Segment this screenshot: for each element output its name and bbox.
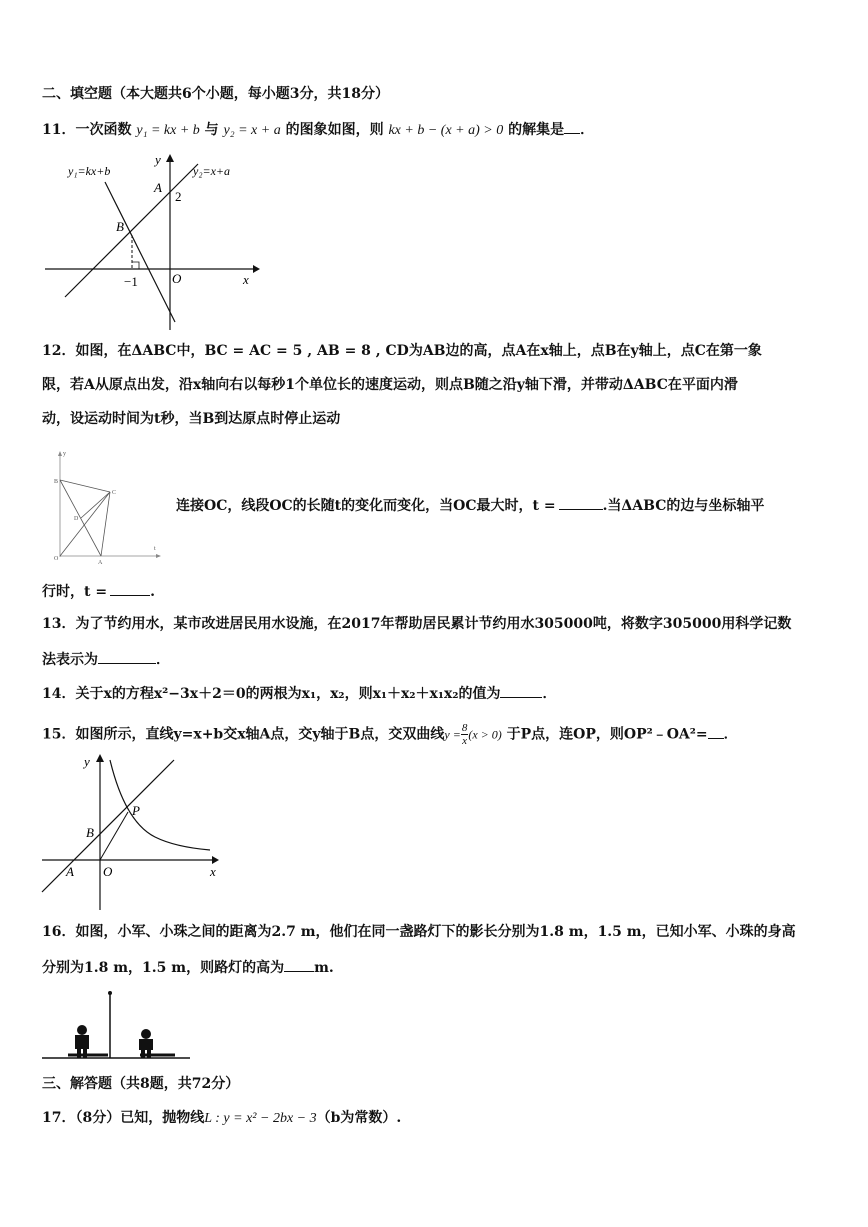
q11-label-A: A [154, 180, 162, 195]
q11-text-c: 的图象如图，则 [285, 122, 384, 138]
q15-label-P: P [132, 803, 140, 818]
q13-line2-a: 法表示为 [42, 652, 98, 668]
question-12-line-4 [176, 494, 764, 516]
question-12-line-5 [42, 580, 155, 602]
q15-figure [40, 752, 230, 912]
q15-text-a: 15．如图所示，直线y=x+b交x轴A点，交y轴于B点，交双曲线 [42, 726, 445, 743]
q11-x-axis-arrow [253, 265, 260, 273]
section-heading-solutions: 三、解答题（共8题，共72分） [42, 1076, 240, 1092]
q15-x-axis-arrow [212, 856, 219, 864]
q17-equation: L : y = x² − 2bx − 3 [204, 1111, 317, 1126]
q12-label-D: D [74, 516, 79, 522]
question-13-line-1: 13．为了节约用水，某市改进居民用水设施，在2017年帮助居民累计节约用水305000吨，将数字305000用科学记数 [42, 616, 792, 632]
q11-label-B: B [116, 219, 124, 234]
question-14-text [42, 682, 556, 704]
q16-person-xiaojun [75, 1025, 89, 1058]
q16-answer-blank [284, 956, 314, 972]
q15-y-axis-arrow [96, 754, 104, 762]
q12-label-A: A [98, 560, 103, 566]
q11-label-y: y [155, 152, 161, 167]
q13-answer-blank [98, 648, 156, 664]
q16-line2-b: m. [314, 960, 334, 976]
q11-label-y1: y₁=kx+b [68, 164, 111, 178]
q11-tick-minus1: −1 [124, 274, 138, 289]
q12-answer-blank-2 [110, 580, 150, 596]
q15-curve-y: y = [444, 727, 461, 742]
q14-answer-blank [500, 682, 542, 698]
question-11-text [42, 118, 594, 141]
question-12-line-2: 限，若A从原点出发，沿x轴向右以每秒1个单位长的速度运动，则点B随之沿y轴下滑，并带动ΔABC在平面内滑 [42, 377, 738, 393]
q11-y-axis-arrow [166, 154, 174, 162]
q11-text-d: 的解集是 [508, 122, 565, 138]
q12-side-AB [60, 480, 101, 556]
q11-number: 11． [42, 122, 76, 138]
question-17-text [42, 1108, 401, 1129]
question-13-line-2 [42, 648, 170, 670]
q12-line5-b: . [150, 584, 155, 600]
q16-figure [40, 988, 200, 1063]
q15-label-y: y [84, 754, 90, 769]
q17-text-b: （b为常数）. [316, 1110, 402, 1126]
question-16-line-2 [42, 956, 334, 978]
q15-label-x: x [210, 864, 216, 879]
q11-label-O: O [172, 271, 182, 286]
q12-height-CD [81, 492, 110, 518]
q11-eq2: y₂ = x + a [223, 123, 281, 138]
q11-line-y1 [105, 182, 175, 322]
q12-label-y: y [63, 451, 66, 457]
q11-right-angle-mark [132, 262, 139, 269]
q11-eq1: y₁ = kx + b [136, 123, 200, 138]
section-heading-fill-blank: 二、填空题（本大题共6个小题，每小题3分，共18分） [42, 86, 389, 102]
q15-frac-den: x [462, 735, 468, 747]
question-12-line-3: 动，设运动时间为t秒，当B到达原点时停止运动 [42, 411, 341, 427]
q12-x-axis-arrow [156, 554, 161, 558]
question-12-line-1: 12．如图，在ΔABC中，BC = AC = 5 , AB = 8 , CD为AB边的高，点A在x轴上，点B在y轴上，点C在第一象 [42, 343, 762, 359]
q12-y-axis-arrow [58, 451, 62, 456]
q12-label-O: O [54, 556, 59, 562]
q15-label-A: A [66, 864, 74, 879]
q11-text-a: 一次函数 [75, 122, 132, 138]
q16-line2-a: 分别为1.8 m，1.5 m，则路灯的高为 [42, 960, 285, 976]
q11-inequality: kx + b − (x + a) > 0 [388, 123, 504, 138]
q11-tick-2: 2 [175, 189, 182, 204]
q15-label-O: O [103, 864, 113, 879]
q11-figure [40, 150, 300, 330]
question-16-line-1: 16．如图，小军、小珠之间的距离为2.7 m，他们在同一盏路灯下的影长分别为1.8 m，1.5 m，已知小军、小珠的身高 [42, 924, 796, 940]
q15-text-c: ． [723, 726, 738, 743]
q11-text-b: 与 [204, 122, 219, 138]
q16-lamp [108, 991, 112, 995]
q12-label-t: t [154, 546, 156, 552]
q15-answer-blank [708, 723, 724, 739]
q14-text-a: 14．关于x的方程x²−3x＋2＝0的两根为x₁，x₂，则x₁＋x₂＋x₁x₂的值为 [42, 686, 501, 702]
q15-text-b: 于P点，连OP，则OP²﹣OA²= [506, 726, 708, 743]
q12-line4-b: .当ΔABC的边与坐标轴平 [602, 498, 765, 514]
q11-label-x: x [243, 272, 249, 287]
q12-figure [48, 447, 168, 567]
q11-tail: ． [580, 122, 595, 138]
q17-text-a: 17．（8分）已知，抛物线 [42, 1110, 205, 1126]
q15-frac-num: 8 [461, 722, 468, 734]
q12-line5-a: 行时，t = [42, 584, 108, 600]
q15-label-B: B [86, 825, 94, 840]
q12-side-BC [60, 480, 110, 492]
q11-label-y2: y₂=x+a [193, 164, 231, 178]
q15-condition: (x > 0) [468, 727, 502, 742]
question-15-text [42, 722, 738, 747]
q11-answer-blank [564, 118, 580, 134]
q12-line4-a: 连接OC，线段OC的长随t的变化而变化，当OC最大时，t = [176, 498, 556, 514]
q12-label-C: C [112, 490, 117, 496]
q12-label-B: B [54, 479, 59, 485]
q12-answer-blank-1 [559, 494, 603, 510]
q14-text-b: ． [542, 686, 557, 702]
q13-line2-b: ． [156, 652, 170, 668]
